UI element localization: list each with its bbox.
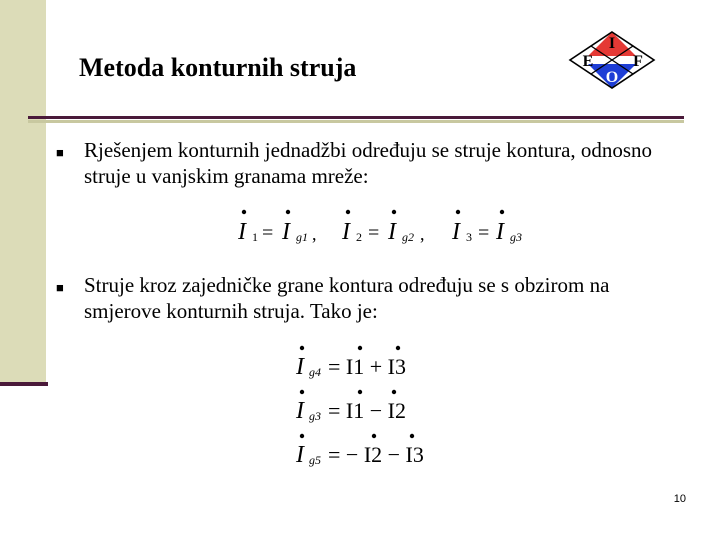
bullet-1-text: Rješenjem konturnih jednadžbi određuju se struje kontura, odnosno struje u vanjskim granama mreže: xyxy=(84,138,653,188)
eq1-sep-2: , xyxy=(420,224,425,244)
eq1-lhs-3: I xyxy=(452,219,460,245)
logo-letter-top: I xyxy=(608,35,616,52)
etf-logo xyxy=(566,28,658,92)
page-number: 10 xyxy=(673,493,686,505)
svg-text:=: = xyxy=(262,222,274,244)
svg-text:=: = xyxy=(478,222,490,244)
eq2-row2-lhs-sub: g3 xyxy=(309,409,321,423)
slide-title: Metoda konturnih struja xyxy=(79,53,357,82)
bullet-1 xyxy=(56,137,686,189)
logo-letter-right: F xyxy=(633,53,643,70)
eq1-sep-1: , xyxy=(312,224,317,244)
eq2-row2-rhs: = I1 − I2 xyxy=(328,398,406,423)
bullet-2-text: Struje kroz zajedničke grane kontura određuju se s obzirom na smjerove konturnih struja. Tako je: xyxy=(84,273,610,323)
svg-text:I: I xyxy=(296,442,304,468)
eq2-row3-rhs: = − I2 − I3 xyxy=(328,442,424,467)
title-rule xyxy=(28,116,684,119)
eq1-rhs-sub-1: g1 xyxy=(296,230,308,244)
svg-text:I: I xyxy=(296,354,304,380)
eq1-rhs-sub-3: g3 xyxy=(510,230,522,244)
eq1-lhs-sub-2: 2 xyxy=(356,230,362,244)
eq2-row1-rhs: = I1 + I3 xyxy=(328,354,406,379)
eq1-lhs-sub-3: 3 xyxy=(466,230,472,244)
logo-letter-left: E xyxy=(582,53,594,70)
bullet-square-icon: ■ xyxy=(56,145,64,160)
eq1-rhs-1: I xyxy=(282,219,290,245)
equations-shared-branches xyxy=(294,342,434,472)
title-rule-shadow xyxy=(28,120,684,123)
eq1-rhs-2: I xyxy=(388,219,396,245)
eq1-lhs-sub-1: 1 xyxy=(252,230,258,244)
eq1-lhs-1: I xyxy=(238,219,246,245)
eq1-rhs-3: I xyxy=(496,219,504,245)
svg-text:=: = xyxy=(368,222,380,244)
eq1-rhs-sub-2: g2 xyxy=(402,230,414,244)
eq1-lhs-2: I xyxy=(342,219,350,245)
logo-letter-bottom: O xyxy=(605,69,619,86)
eq2-row1-lhs-sub: g4 xyxy=(309,365,321,379)
sidebar-underline xyxy=(0,382,48,386)
bullet-square-icon: ■ xyxy=(56,280,64,295)
eq2-row3-lhs-sub: g5 xyxy=(309,453,321,467)
sidebar-decoration xyxy=(0,0,46,383)
bullet-2 xyxy=(56,272,686,324)
equations-external-branches xyxy=(238,202,538,248)
svg-text:I: I xyxy=(296,398,304,424)
